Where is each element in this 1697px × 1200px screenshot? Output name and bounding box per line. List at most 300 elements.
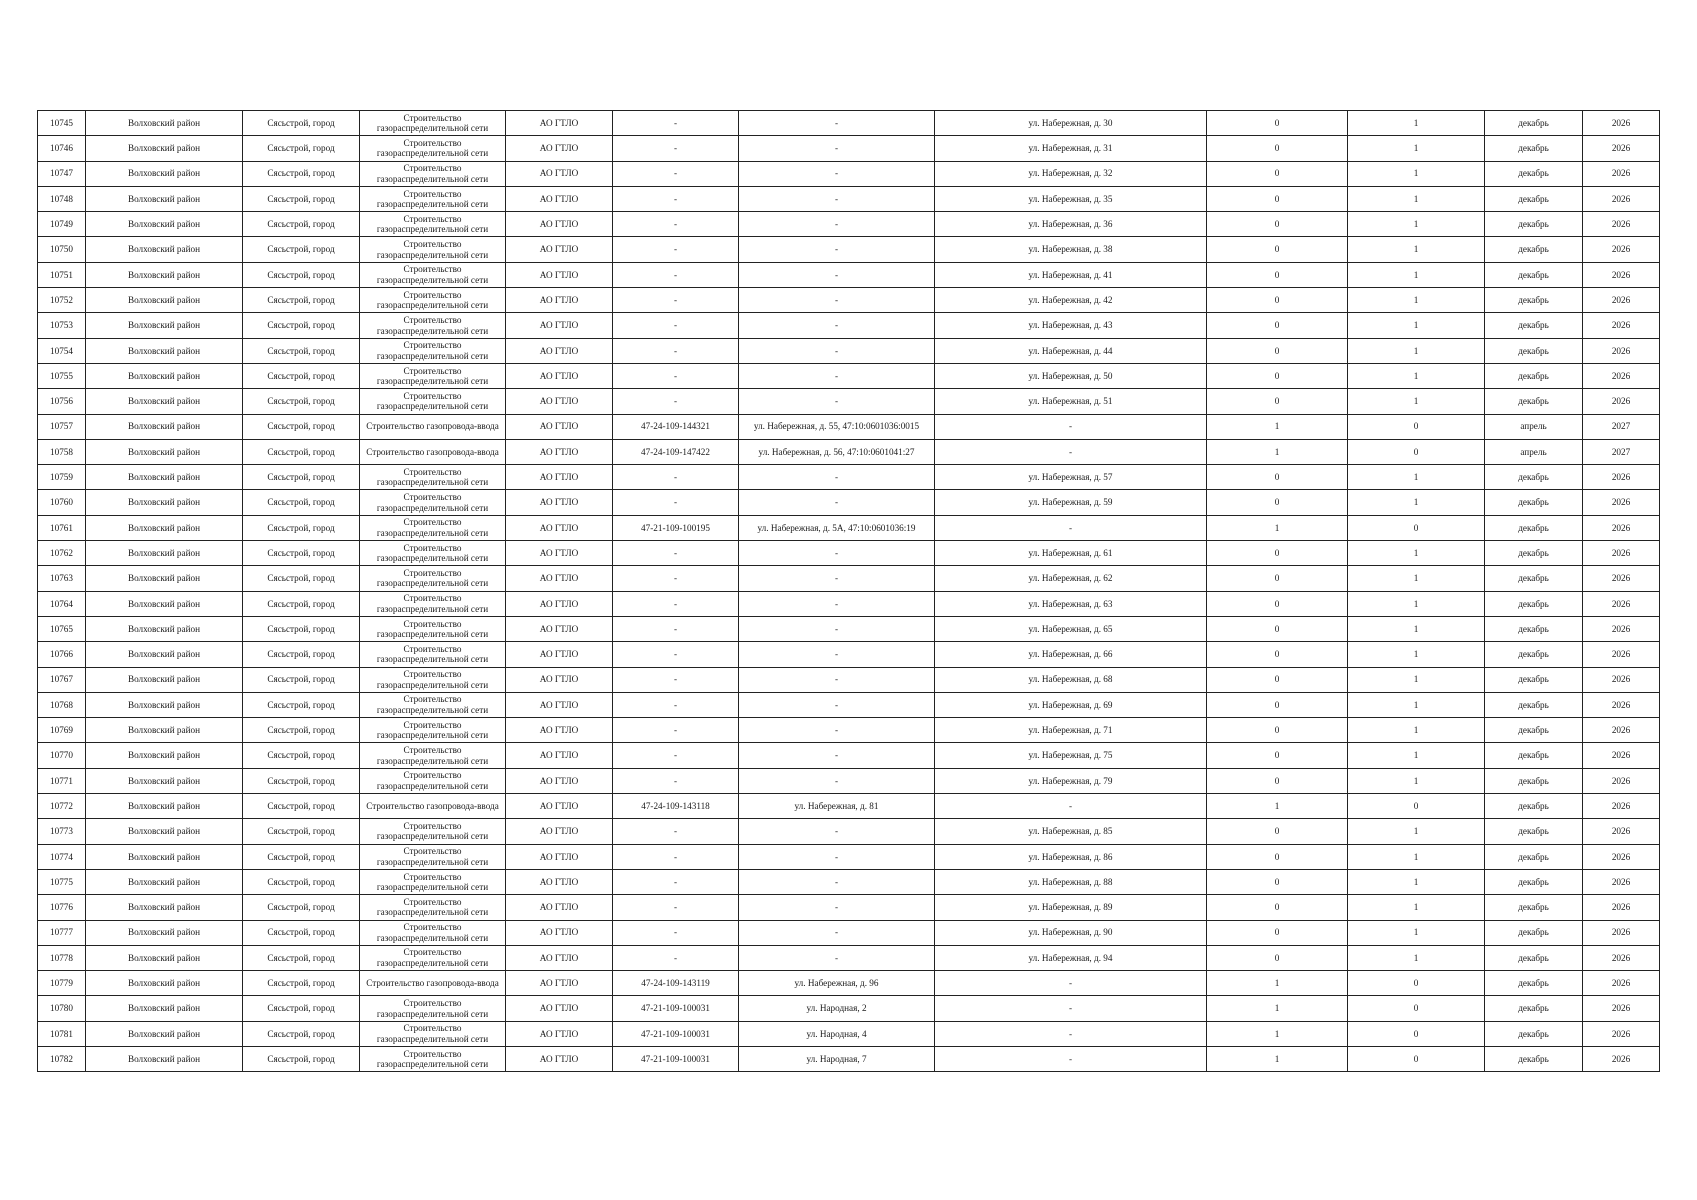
cell-district: Волховский район (86, 692, 243, 717)
cell-year: 2026 (1583, 363, 1660, 388)
cell-number: 10768 (38, 692, 86, 717)
cell-count-b: 1 (1348, 844, 1485, 869)
cell-locality: Сясьстрой, город (243, 566, 360, 591)
cell-month: декабрь (1485, 869, 1583, 894)
table-body (38, 111, 1660, 1072)
cell-year: 2026 (1583, 642, 1660, 667)
cell-locality: Сясьстрой, город (243, 996, 360, 1021)
cell-code: - (613, 920, 739, 945)
cell-month: декабрь (1485, 920, 1583, 945)
cell-street-address: ул. Набережная, д. 38 (935, 237, 1207, 262)
cell-number: 10766 (38, 642, 86, 667)
cell-organization: АО ГТЛО (506, 844, 613, 869)
cell-work-type: Строительство газораспределительной сети (360, 313, 506, 338)
cell-year: 2026 (1583, 111, 1660, 136)
cell-count-b: 1 (1348, 136, 1485, 161)
cell-year: 2026 (1583, 161, 1660, 186)
cell-count-b: 1 (1348, 338, 1485, 363)
cell-count-a: 1 (1207, 515, 1348, 540)
cell-year: 2026 (1583, 288, 1660, 313)
cell-organization: АО ГТЛО (506, 288, 613, 313)
cell-district: Волховский район (86, 667, 243, 692)
cell-year: 2026 (1583, 490, 1660, 515)
cell-code: - (613, 237, 739, 262)
cell-locality: Сясьстрой, город (243, 288, 360, 313)
cell-number: 10778 (38, 945, 86, 970)
cell-count-a: 0 (1207, 541, 1348, 566)
cell-count-b: 0 (1348, 971, 1485, 996)
cell-object-address: - (739, 389, 935, 414)
cell-organization: АО ГТЛО (506, 186, 613, 211)
cell-number: 10750 (38, 237, 86, 262)
cell-district: Волховский район (86, 819, 243, 844)
cell-count-b: 1 (1348, 895, 1485, 920)
cell-count-b: 1 (1348, 768, 1485, 793)
cell-organization: АО ГТЛО (506, 465, 613, 490)
cell-work-type: Строительство газораспределительной сети (360, 136, 506, 161)
cell-count-b: 1 (1348, 692, 1485, 717)
cell-number: 10749 (38, 212, 86, 237)
cell-locality: Сясьстрой, город (243, 136, 360, 161)
cell-locality: Сясьстрой, город (243, 743, 360, 768)
cell-count-b: 1 (1348, 490, 1485, 515)
cell-month: декабрь (1485, 363, 1583, 388)
cell-count-a: 0 (1207, 768, 1348, 793)
table-row (38, 237, 1660, 262)
cell-locality: Сясьстрой, город (243, 869, 360, 894)
cell-month: декабрь (1485, 288, 1583, 313)
cell-district: Волховский район (86, 465, 243, 490)
cell-count-b: 0 (1348, 414, 1485, 439)
cell-month: декабрь (1485, 642, 1583, 667)
cell-locality: Сясьстрой, город (243, 262, 360, 287)
cell-month: декабрь (1485, 338, 1583, 363)
cell-count-a: 0 (1207, 844, 1348, 869)
cell-street-address: - (935, 1046, 1207, 1071)
cell-object-address: - (739, 591, 935, 616)
cell-organization: АО ГТЛО (506, 591, 613, 616)
cell-count-a: 0 (1207, 237, 1348, 262)
cell-count-a: 0 (1207, 743, 1348, 768)
cell-month: декабрь (1485, 1046, 1583, 1071)
table-row (38, 1021, 1660, 1046)
cell-organization: АО ГТЛО (506, 212, 613, 237)
cell-district: Волховский район (86, 794, 243, 819)
cell-object-address: - (739, 566, 935, 591)
cell-count-b: 0 (1348, 515, 1485, 540)
cell-organization: АО ГТЛО (506, 338, 613, 363)
cell-number: 10751 (38, 262, 86, 287)
cell-code: 47-24-109-143118 (613, 794, 739, 819)
cell-year: 2026 (1583, 920, 1660, 945)
cell-organization: АО ГТЛО (506, 515, 613, 540)
cell-count-b: 0 (1348, 996, 1485, 1021)
cell-month: декабрь (1485, 692, 1583, 717)
cell-street-address: ул. Набережная, д. 89 (935, 895, 1207, 920)
cell-year: 2026 (1583, 844, 1660, 869)
cell-count-a: 1 (1207, 1046, 1348, 1071)
cell-work-type: Строительство газораспределительной сети (360, 1021, 506, 1046)
cell-work-type: Строительство газораспределительной сети (360, 718, 506, 743)
cell-locality: Сясьстрой, город (243, 439, 360, 464)
cell-street-address: ул. Набережная, д. 66 (935, 642, 1207, 667)
cell-count-a: 0 (1207, 642, 1348, 667)
cell-object-address: - (739, 338, 935, 363)
cell-object-address: - (739, 869, 935, 894)
cell-month: декабрь (1485, 844, 1583, 869)
cell-number: 10769 (38, 718, 86, 743)
cell-year: 2027 (1583, 414, 1660, 439)
cell-street-address: - (935, 971, 1207, 996)
cell-object-address: - (739, 363, 935, 388)
cell-street-address: ул. Набережная, д. 94 (935, 945, 1207, 970)
cell-year: 2026 (1583, 313, 1660, 338)
cell-count-b: 1 (1348, 667, 1485, 692)
table-row (38, 718, 1660, 743)
cell-code: - (613, 186, 739, 211)
cell-code: - (613, 743, 739, 768)
cell-count-b: 1 (1348, 313, 1485, 338)
cell-year: 2026 (1583, 869, 1660, 894)
cell-month: декабрь (1485, 768, 1583, 793)
cell-object-address: - (739, 136, 935, 161)
cell-code: - (613, 566, 739, 591)
cell-work-type: Строительство газораспределительной сети (360, 237, 506, 262)
cell-code: - (613, 819, 739, 844)
cell-object-address: - (739, 844, 935, 869)
cell-month: декабрь (1485, 667, 1583, 692)
cell-locality: Сясьстрой, город (243, 313, 360, 338)
cell-street-address: ул. Набережная, д. 41 (935, 262, 1207, 287)
cell-district: Волховский район (86, 186, 243, 211)
cell-district: Волховский район (86, 338, 243, 363)
cell-count-b: 1 (1348, 945, 1485, 970)
cell-code: 47-24-109-143119 (613, 971, 739, 996)
cell-object-address: - (739, 616, 935, 641)
cell-work-type: Строительство газораспределительной сети (360, 541, 506, 566)
cell-object-address: ул. Набережная, д. 81 (739, 794, 935, 819)
cell-object-address: - (739, 288, 935, 313)
cell-locality: Сясьстрой, город (243, 490, 360, 515)
cell-district: Волховский район (86, 945, 243, 970)
cell-month: декабрь (1485, 389, 1583, 414)
cell-month: апрель (1485, 414, 1583, 439)
cell-object-address: - (739, 313, 935, 338)
cell-count-b: 1 (1348, 389, 1485, 414)
cell-month: декабрь (1485, 237, 1583, 262)
cell-street-address: ул. Набережная, д. 57 (935, 465, 1207, 490)
cell-work-type: Строительство газораспределительной сети (360, 186, 506, 211)
cell-month: декабрь (1485, 743, 1583, 768)
cell-work-type: Строительство газораспределительной сети (360, 591, 506, 616)
cell-code: - (613, 642, 739, 667)
cell-count-a: 0 (1207, 566, 1348, 591)
cell-organization: АО ГТЛО (506, 111, 613, 136)
cell-code: - (613, 136, 739, 161)
cell-year: 2026 (1583, 541, 1660, 566)
cell-locality: Сясьстрой, город (243, 1021, 360, 1046)
cell-code: - (613, 313, 739, 338)
cell-locality: Сясьстрой, город (243, 186, 360, 211)
cell-locality: Сясьстрой, город (243, 212, 360, 237)
cell-district: Волховский район (86, 414, 243, 439)
cell-number: 10776 (38, 895, 86, 920)
cell-object-address: - (739, 186, 935, 211)
cell-month: декабрь (1485, 541, 1583, 566)
cell-count-b: 1 (1348, 819, 1485, 844)
cell-month: декабрь (1485, 819, 1583, 844)
table-row (38, 996, 1660, 1021)
cell-count-b: 1 (1348, 642, 1485, 667)
cell-number: 10754 (38, 338, 86, 363)
table-row (38, 212, 1660, 237)
cell-street-address: ул. Набережная, д. 79 (935, 768, 1207, 793)
cell-work-type: Строительство газопровода-ввода (360, 794, 506, 819)
cell-object-address: - (739, 718, 935, 743)
cell-month: декабрь (1485, 111, 1583, 136)
cell-year: 2026 (1583, 237, 1660, 262)
cell-district: Волховский район (86, 389, 243, 414)
cell-object-address: - (739, 768, 935, 793)
cell-count-b: 1 (1348, 186, 1485, 211)
cell-number: 10762 (38, 541, 86, 566)
cell-count-b: 1 (1348, 591, 1485, 616)
cell-district: Волховский район (86, 642, 243, 667)
cell-object-address: - (739, 945, 935, 970)
cell-year: 2026 (1583, 996, 1660, 1021)
cell-month: декабрь (1485, 262, 1583, 287)
cell-code: - (613, 363, 739, 388)
cell-street-address: - (935, 515, 1207, 540)
cell-object-address: - (739, 667, 935, 692)
cell-month: декабрь (1485, 794, 1583, 819)
cell-work-type: Строительство газораспределительной сети (360, 616, 506, 641)
cell-count-b: 1 (1348, 869, 1485, 894)
cell-count-a: 0 (1207, 895, 1348, 920)
cell-street-address: ул. Набережная, д. 36 (935, 212, 1207, 237)
cell-object-address: ул. Набережная, д. 96 (739, 971, 935, 996)
cell-count-a: 0 (1207, 616, 1348, 641)
cell-code: - (613, 869, 739, 894)
table-row (38, 667, 1660, 692)
cell-locality: Сясьстрой, город (243, 895, 360, 920)
cell-district: Волховский район (86, 515, 243, 540)
cell-count-b: 1 (1348, 465, 1485, 490)
document-sheet (37, 110, 1659, 1072)
cell-code: - (613, 212, 739, 237)
cell-number: 10753 (38, 313, 86, 338)
cell-organization: АО ГТЛО (506, 439, 613, 464)
cell-count-b: 1 (1348, 288, 1485, 313)
cell-locality: Сясьстрой, город (243, 161, 360, 186)
table-row (38, 541, 1660, 566)
cell-code: - (613, 262, 739, 287)
cell-number: 10764 (38, 591, 86, 616)
cell-organization: АО ГТЛО (506, 363, 613, 388)
cell-organization: АО ГТЛО (506, 1021, 613, 1046)
table-row (38, 262, 1660, 287)
cell-object-address: - (739, 465, 935, 490)
cell-work-type: Строительство газораспределительной сети (360, 338, 506, 363)
cell-street-address: - (935, 794, 1207, 819)
table-row (38, 945, 1660, 970)
cell-month: декабрь (1485, 186, 1583, 211)
cell-object-address: ул. Народная, 2 (739, 996, 935, 1021)
cell-number: 10777 (38, 920, 86, 945)
cell-district: Волховский район (86, 490, 243, 515)
cell-number: 10775 (38, 869, 86, 894)
cell-count-a: 0 (1207, 692, 1348, 717)
cell-object-address: - (739, 692, 935, 717)
cell-street-address: ул. Набережная, д. 31 (935, 136, 1207, 161)
table-row (38, 338, 1660, 363)
cell-locality: Сясьстрой, город (243, 819, 360, 844)
cell-year: 2026 (1583, 768, 1660, 793)
cell-district: Волховский район (86, 895, 243, 920)
cell-work-type: Строительство газораспределительной сети (360, 465, 506, 490)
cell-count-b: 1 (1348, 743, 1485, 768)
cell-district: Волховский район (86, 541, 243, 566)
cell-count-a: 0 (1207, 389, 1348, 414)
cell-object-address: - (739, 541, 935, 566)
cell-street-address: ул. Набережная, д. 44 (935, 338, 1207, 363)
cell-work-type: Строительство газораспределительной сети (360, 743, 506, 768)
cell-month: декабрь (1485, 212, 1583, 237)
cell-district: Волховский район (86, 996, 243, 1021)
cell-code: 47-21-109-100031 (613, 996, 739, 1021)
cell-number: 10781 (38, 1021, 86, 1046)
cell-organization: АО ГТЛО (506, 869, 613, 894)
cell-district: Волховский район (86, 313, 243, 338)
cell-count-a: 0 (1207, 161, 1348, 186)
cell-code: - (613, 768, 739, 793)
cell-code: - (613, 945, 739, 970)
cell-count-a: 1 (1207, 971, 1348, 996)
table-row (38, 313, 1660, 338)
cell-work-type: Строительство газопровода-ввода (360, 439, 506, 464)
cell-number: 10782 (38, 1046, 86, 1071)
cell-year: 2026 (1583, 465, 1660, 490)
cell-count-a: 0 (1207, 465, 1348, 490)
cell-organization: АО ГТЛО (506, 541, 613, 566)
cell-organization: АО ГТЛО (506, 389, 613, 414)
cell-object-address: ул. Набережная, д. 56, 47:10:0601041:27 (739, 439, 935, 464)
cell-locality: Сясьстрой, город (243, 515, 360, 540)
cell-year: 2026 (1583, 186, 1660, 211)
cell-year: 2026 (1583, 616, 1660, 641)
cell-code: 47-21-109-100195 (613, 515, 739, 540)
cell-work-type: Строительство газораспределительной сети (360, 363, 506, 388)
cell-number: 10774 (38, 844, 86, 869)
cell-month: декабрь (1485, 1021, 1583, 1046)
cell-number: 10755 (38, 363, 86, 388)
cell-street-address: - (935, 1021, 1207, 1046)
cell-street-address: ул. Набережная, д. 88 (935, 869, 1207, 894)
cell-district: Волховский район (86, 971, 243, 996)
cell-district: Волховский район (86, 212, 243, 237)
cell-count-b: 1 (1348, 237, 1485, 262)
cell-number: 10747 (38, 161, 86, 186)
cell-code: - (613, 591, 739, 616)
table-row (38, 743, 1660, 768)
table-row (38, 642, 1660, 667)
cell-count-b: 1 (1348, 212, 1485, 237)
cell-month: декабрь (1485, 313, 1583, 338)
cell-district: Волховский район (86, 1046, 243, 1071)
cell-month: декабрь (1485, 616, 1583, 641)
cell-organization: АО ГТЛО (506, 945, 613, 970)
cell-work-type: Строительство газораспределительной сети (360, 111, 506, 136)
cell-locality: Сясьстрой, город (243, 616, 360, 641)
cell-street-address: ул. Набережная, д. 75 (935, 743, 1207, 768)
cell-work-type: Строительство газораспределительной сети (360, 895, 506, 920)
cell-code: - (613, 111, 739, 136)
cell-count-a: 0 (1207, 945, 1348, 970)
cell-year: 2026 (1583, 945, 1660, 970)
cell-count-a: 0 (1207, 212, 1348, 237)
cell-year: 2026 (1583, 1021, 1660, 1046)
cell-count-a: 1 (1207, 794, 1348, 819)
cell-work-type: Строительство газораспределительной сети (360, 945, 506, 970)
cell-organization: АО ГТЛО (506, 794, 613, 819)
cell-number: 10746 (38, 136, 86, 161)
cell-work-type: Строительство газораспределительной сети (360, 288, 506, 313)
cell-work-type: Строительство газораспределительной сети (360, 920, 506, 945)
cell-year: 2026 (1583, 566, 1660, 591)
cell-object-address: ул. Народная, 4 (739, 1021, 935, 1046)
cell-number: 10758 (38, 439, 86, 464)
cell-work-type: Строительство газораспределительной сети (360, 768, 506, 793)
cell-work-type: Строительство газораспределительной сети (360, 819, 506, 844)
cell-count-a: 0 (1207, 313, 1348, 338)
cell-number: 10760 (38, 490, 86, 515)
cell-year: 2026 (1583, 971, 1660, 996)
cell-locality: Сясьстрой, город (243, 642, 360, 667)
cell-count-a: 1 (1207, 996, 1348, 1021)
cell-month: декабрь (1485, 895, 1583, 920)
cell-month: декабрь (1485, 136, 1583, 161)
cell-count-a: 1 (1207, 439, 1348, 464)
cell-count-b: 1 (1348, 566, 1485, 591)
cell-organization: АО ГТЛО (506, 237, 613, 262)
cell-district: Волховский район (86, 161, 243, 186)
cell-year: 2026 (1583, 591, 1660, 616)
cell-code: - (613, 288, 739, 313)
cell-locality: Сясьстрой, город (243, 1046, 360, 1071)
cell-count-a: 0 (1207, 667, 1348, 692)
table-row (38, 768, 1660, 793)
cell-count-b: 1 (1348, 541, 1485, 566)
cell-month: декабрь (1485, 161, 1583, 186)
cell-number: 10767 (38, 667, 86, 692)
cell-number: 10759 (38, 465, 86, 490)
cell-district: Волховский район (86, 262, 243, 287)
cell-count-a: 0 (1207, 111, 1348, 136)
cell-street-address: - (935, 439, 1207, 464)
table-row (38, 490, 1660, 515)
cell-district: Волховский район (86, 111, 243, 136)
cell-locality: Сясьстрой, город (243, 768, 360, 793)
cell-year: 2026 (1583, 212, 1660, 237)
cell-organization: АО ГТЛО (506, 667, 613, 692)
cell-organization: АО ГТЛО (506, 616, 613, 641)
cell-work-type: Строительство газораспределительной сети (360, 515, 506, 540)
cell-work-type: Строительство газопровода-ввода (360, 971, 506, 996)
cell-street-address: ул. Набережная, д. 85 (935, 819, 1207, 844)
cell-code: - (613, 161, 739, 186)
cell-street-address: ул. Набережная, д. 69 (935, 692, 1207, 717)
cell-count-a: 0 (1207, 490, 1348, 515)
